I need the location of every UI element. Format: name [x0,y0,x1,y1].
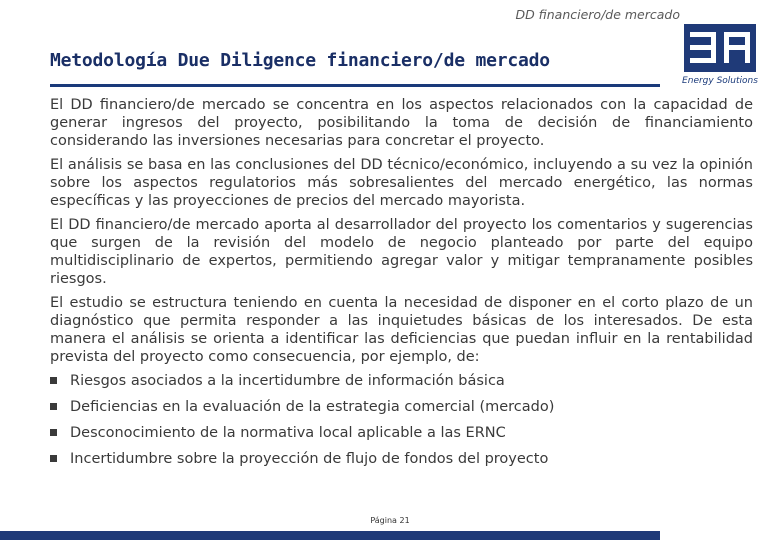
list-item-text: Desconocimiento de la normativa local aplicable a las ERNC [70,425,506,441]
square-bullet-icon [50,403,57,410]
logo-caption: Energy Solutions [682,76,758,86]
list-item-text: Deficiencias en la evaluación de la estrategia comercial (mercado) [70,399,555,415]
list-item [50,424,753,442]
list-item-text: Incertidumbre sobre la proyección de flujo de fondos del proyecto [70,451,549,467]
body-content [50,96,753,476]
paragraph: El DD financiero/de mercado aporta al desarrollador del proyecto los comentarios y sugerencias que surgen de la revisión del modelo de negocio planteado por parte del equipo multidisciplinario de expertos, permitiendo agregar valor y mitigar tempranamente posibles riesgos. [50,217,753,287]
list-item [50,450,753,468]
square-bullet-icon [50,377,57,384]
square-bullet-icon [50,455,57,462]
risk-bullet-list [50,372,753,468]
page-title: Metodología Due Diligence financiero/de mercado [50,50,550,71]
square-bullet-icon [50,429,57,436]
logo-mark-icon [680,20,760,76]
list-item [50,372,753,390]
footer-bar [0,531,660,540]
paragraph: El análisis se basa en las conclusiones del DD técnico/económico, incluyendo a su vez la opinión sobre los aspectos regulatorios más sobresalientes del mercado energético, las normas específicas y las proyecciones de precios del mercado mayorista. [50,157,753,209]
page-number: Página 21 [370,516,410,525]
title-underline [50,84,660,87]
list-item-text: Riesgos asociados a la incertidumbre de información básica [70,373,505,389]
section-header-label: DD financiero/de mercado [515,7,680,22]
paragraph: El DD financiero/de mercado se concentra en los aspectos relacionados con la capacidad de generar ingresos del proyecto, posibilitando la toma de decisión de financiamiento considerando las inversiones necesarias para concretar el proyecto. [50,97,753,149]
list-item [50,398,753,416]
paragraph: El estudio se estructura teniendo en cuenta la necesidad de disponer en el corto plazo de un diagnóstico que permita responder a las inquietudes básicas de los interesados. De esta manera el análisis se orienta a identificar las deficiencias que puedan influir en la rentabilidad prevista del proyecto como consecuencia, por ejemplo, de: [50,295,753,365]
